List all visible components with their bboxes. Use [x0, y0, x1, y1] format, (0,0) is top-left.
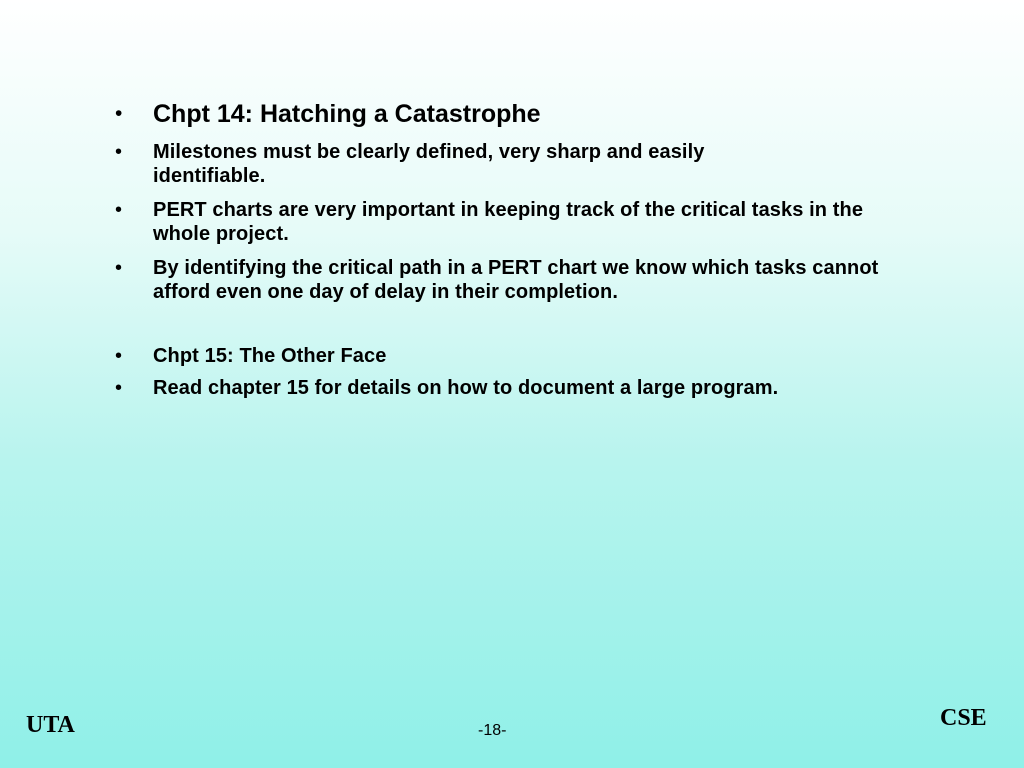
- heading-text: Chpt 14: Hatching a Catastrophe: [153, 100, 541, 128]
- section-heading-chpt14: [113, 98, 913, 130]
- bullet: •: [115, 257, 123, 279]
- footer-left-label: UTA: [26, 712, 75, 738]
- section-heading-chpt15: [113, 344, 913, 368]
- bullet: •: [115, 377, 123, 399]
- page-number: -18-: [478, 722, 507, 739]
- bullet-text: Milestones must be clearly defined, very sharp and easily identifiable.: [153, 141, 705, 187]
- bullet: •: [115, 199, 123, 221]
- footer-right-label: CSE: [940, 705, 987, 731]
- bullet-point: [113, 376, 913, 400]
- section-spacer: [113, 314, 913, 344]
- bullet-text: By identifying the critical path in a PERT chart we know which tasks cannot afford even one day of delay in their completion.: [153, 257, 879, 303]
- bullet-text: PERT charts are very important in keeping track of the critical tasks in the whole project.: [153, 199, 864, 245]
- heading-text: Chpt 15: The Other Face: [153, 345, 387, 367]
- bullet-point: [113, 256, 913, 304]
- bullet-point: [113, 198, 913, 246]
- bullet-point: [113, 140, 913, 188]
- slide-content: [113, 98, 913, 410]
- bullet-text: Read chapter 15 for details on how to document a large program.: [153, 377, 779, 399]
- bullet: •: [115, 345, 123, 367]
- bullet: •: [115, 141, 123, 163]
- bullet: •: [115, 102, 123, 125]
